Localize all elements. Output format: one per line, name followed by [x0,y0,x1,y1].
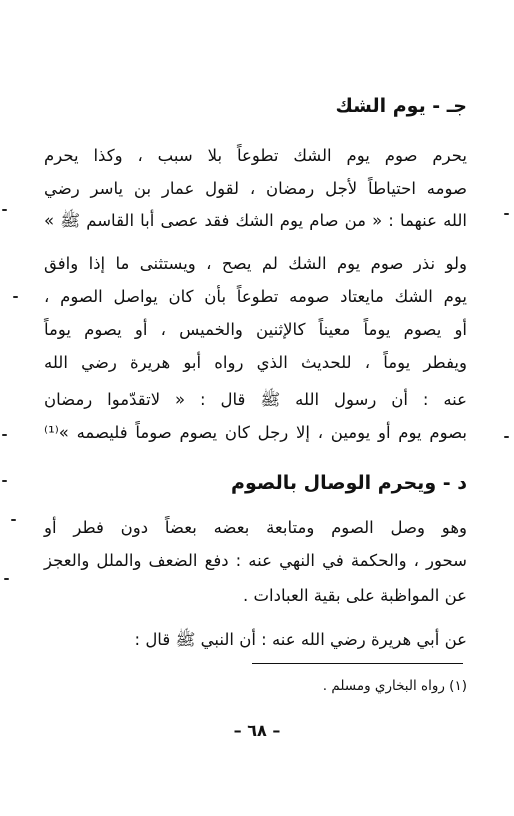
scan-mark [2,480,7,482]
body-line: يوم الشك مايعتاد صومه تطوعاً بأن كان يواصل الصوم ، [44,287,467,306]
hadith-intro-line: عن أبي هريرة رضي الله عنه : أن النبي ﷺ قال : [134,630,467,649]
body-line: عن المواظبة على بقية العبادات . [243,586,467,605]
scan-mark [504,436,509,438]
body-line: ولو نذر صوم يوم الشك لم يصح ، ويستثنى ما إذا وافق [44,254,467,273]
body-line: بصوم يوم أو يومين ، إلا رجل كان يصوم صوماً فليصمه »⁽¹⁾ [44,423,467,442]
body-line: صومه احتياطاً لأجل رمضان ، لقول عمار بن ياسر رضي [44,179,467,198]
footnote: (١) رواه البخاري ومسلم . [322,678,467,694]
scan-mark [2,434,7,436]
scan-mark [504,213,509,215]
body-line: يحرم صوم يوم الشك تطوعاً بلا سبب ، وكذا يحرم [44,146,467,165]
scan-mark [13,296,18,298]
body-line: أو يصوم يوماً معيناً كالإثنين والخميس ، أو يصوم يوماً [44,320,467,339]
body-line: الله عنهما : « من صام يوم الشك فقد عصى أبا القاسم ﷺ » [44,211,467,230]
body-line: وهو وصل الصوم ومتابعة بعضه بعضاً دون فطر أو [44,518,467,537]
section-heading-d: د - ويحرم الوصال بالصوم [231,472,467,494]
scan-mark [11,519,16,521]
scan-mark [4,578,9,580]
body-line: عنه : أن رسول الله ﷺ قال : « لاتقدّموا رمضان [44,390,467,409]
body-line: ويفطر يوماً ، للحديث الذي رواه أبو هريرة رضي الله [44,353,467,372]
body-line: سحور ، والحكمة في النهي عنه : دفع الضعف والملل والعجز [44,551,467,570]
footnote-divider [252,663,463,664]
scan-mark [2,209,7,211]
page-number: – ٦٨ – [233,721,281,740]
section-heading-c: جـ - يوم الشك [335,95,467,117]
